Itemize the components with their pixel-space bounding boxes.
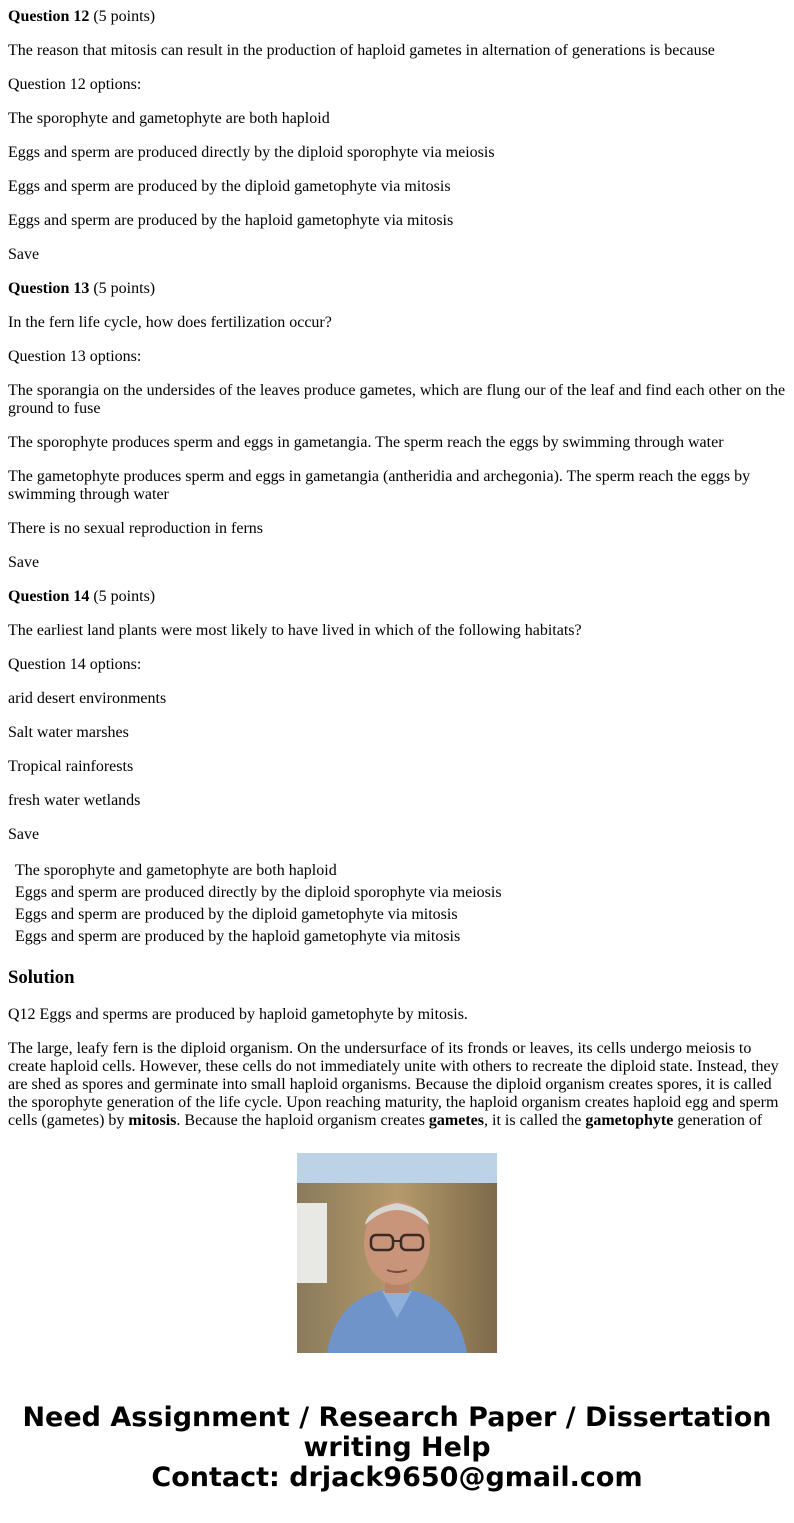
question-14-option-4[interactable]: fresh water wetlands	[8, 792, 141, 809]
footer-line-1: Need Assignment / Research Paper / Dissertation	[22, 1402, 772, 1433]
question-14-save-button[interactable]: Save	[8, 826, 40, 843]
question-12-label: Question 12	[8, 8, 90, 25]
question-14-label: Question 14	[8, 588, 90, 605]
question-13-option-1[interactable]: The sporangia on the undersides of the leaves produce gametes, which are flung our of the leaf and find each other on the ground to fuse	[8, 382, 786, 417]
avatar	[297, 1153, 497, 1353]
question-14-text: The earliest land plants were most likely to have lived in which of the following habitats?	[8, 622, 582, 639]
question-13-text: In the fern life cycle, how does fertilization occur?	[8, 314, 332, 331]
question-13-header	[8, 280, 786, 298]
question-13-options-label: Question 13 options:	[8, 348, 142, 365]
question-14-option-1[interactable]: arid desert environments	[8, 690, 167, 707]
footer-banner	[0, 1403, 794, 1493]
list-item: Eggs and sperm are produced by the diploid gametophyte via mitosis	[15, 906, 458, 923]
question-13-option-3[interactable]: The gametophyte produces sperm and eggs in gametangia (antheridia and archegonia). The sperm reach the eggs by swimming through water	[8, 468, 751, 503]
solution-text-part: The large, leafy fern is the diploid organism. On the undersurface of its fronds or leaves, its cells undergo meiosis to create haploid cells. However, these cells do not immediately unite with others to recreate the diploid state. Instead, they are shed as spores and germinate into small haploid organisms. Because the diploid organism creates spores, it is called the sporophyte generation of the life cycle. Upon reaching maturity, the haploid organism creates haploid egg and sperm cells (gametes) by	[8, 1040, 779, 1129]
question-12-option-3[interactable]: Eggs and sperm are produced by the diploid gametophyte via mitosis	[8, 178, 451, 195]
question-12-header	[8, 8, 786, 26]
document-content	[8, 0, 786, 1129]
list-item: Eggs and sperm are produced directly by the diploid sporophyte via meiosis	[15, 884, 502, 901]
list-item: The sporophyte and gametophyte are both haploid	[15, 862, 337, 879]
solution-bold-term: gametes	[428, 1112, 485, 1129]
question-12-option-4[interactable]: Eggs and sperm are produced by the haploid gametophyte via mitosis	[8, 212, 454, 229]
footer-contact: Contact: drjack9650@gmail.com	[151, 1462, 643, 1493]
question-14-options-label: Question 14 options:	[8, 656, 142, 673]
solution-heading: Solution	[8, 967, 75, 988]
question-12-option-2[interactable]: Eggs and sperm are produced directly by the diploid sporophyte via meiosis	[8, 144, 495, 161]
question-13-save-button[interactable]: Save	[8, 554, 40, 571]
question-13-label: Question 13	[8, 280, 90, 297]
question-13-option-2[interactable]: The sporophyte produces sperm and eggs in gametangia. The sperm reach the eggs by swimming through water	[8, 434, 724, 451]
question-12-option-1[interactable]: The sporophyte and gametophyte are both haploid	[8, 110, 330, 127]
question-14-points: (5 points)	[93, 588, 156, 605]
person-photo-icon	[297, 1153, 497, 1353]
question-14-header	[8, 588, 786, 606]
solution-text-part: generation of	[673, 1112, 763, 1129]
question-13-option-4[interactable]: There is no sexual reproduction in ferns	[8, 520, 264, 537]
solution-paragraph	[8, 1040, 786, 1129]
solution-bold-term: gametophyte	[585, 1112, 674, 1129]
solution-bold-term: mitosis	[128, 1112, 177, 1129]
question-12-save-button[interactable]: Save	[8, 246, 40, 263]
repeated-options-list	[15, 860, 786, 948]
solution-text-part: , it is called the	[484, 1112, 586, 1129]
question-14-option-2[interactable]: Salt water marshes	[8, 724, 129, 741]
footer-line-2: writing Help	[303, 1432, 491, 1463]
question-12-points: (5 points)	[93, 8, 156, 25]
question-12-options-label: Question 12 options:	[8, 76, 142, 93]
question-13-points: (5 points)	[93, 280, 156, 297]
solution-answer-line: Q12 Eggs and sperms are produced by haploid gametophyte by mitosis.	[8, 1006, 468, 1023]
solution-text-part: . Because the haploid organism creates	[176, 1112, 429, 1129]
question-14-option-3[interactable]: Tropical rainforests	[8, 758, 134, 775]
question-12-text: The reason that mitosis can result in the production of haploid gametes in alternation of generations is because	[8, 42, 715, 59]
list-item: Eggs and sperm are produced by the haploid gametophyte via mitosis	[15, 928, 461, 945]
